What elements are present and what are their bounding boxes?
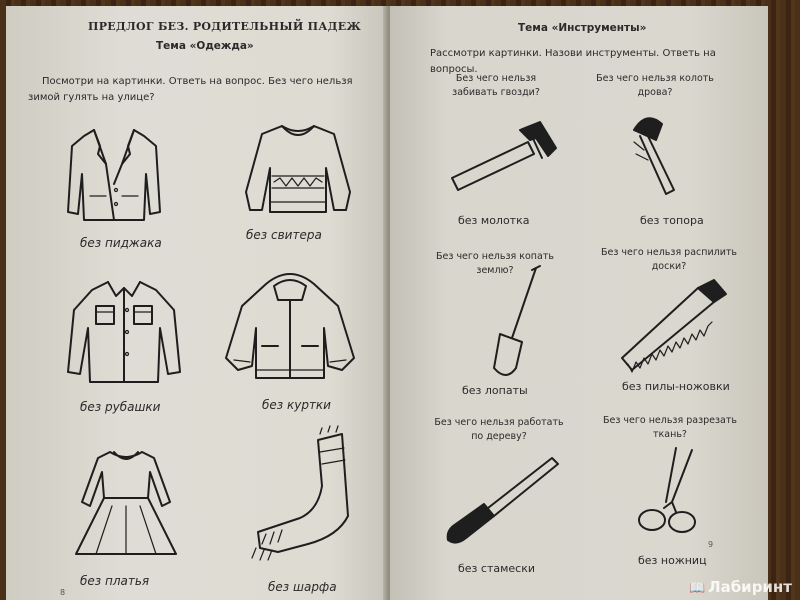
hammer-icon xyxy=(444,118,564,198)
left-page xyxy=(6,6,388,600)
shirt-icon xyxy=(64,276,184,388)
instruction-clothes: Посмотри на картинки. Ответь на вопрос. Без чего нельзя зимой гулять на улице? xyxy=(28,76,353,103)
caption-scarf: без шарфа xyxy=(268,580,337,594)
question-hammer: Без чего нельзя забивать гвозди? xyxy=(452,73,540,98)
caption-axe: без топора xyxy=(640,214,704,227)
watermark-text: Лабиринт xyxy=(708,578,792,596)
labirint-logo-icon: 📖 xyxy=(688,581,706,596)
saw-icon xyxy=(618,278,728,378)
caption-parka: без куртки xyxy=(262,398,331,412)
watermark xyxy=(689,578,792,596)
theme-clothes: Тема «Одежда» xyxy=(156,40,254,52)
chisel-icon xyxy=(444,452,564,552)
scarf-icon xyxy=(238,426,358,566)
caption-jacket: без пиджака xyxy=(80,236,162,250)
question-saw: Без чего нельзя распилить доски? xyxy=(600,247,738,272)
caption-sweater: без свитера xyxy=(246,228,322,242)
scissors-icon xyxy=(630,444,710,544)
question-shovel: Без чего нельзя копать землю? xyxy=(436,251,554,276)
jacket-icon xyxy=(64,124,164,224)
page-title: ПРЕДЛОГ БЕЗ. РОДИТЕЛЬНЫЙ ПАДЕЖ xyxy=(88,20,362,33)
question-axe: Без чего нельзя колоть дрова? xyxy=(596,73,714,98)
theme-tools: Тема «Инструменты» xyxy=(518,22,647,34)
caption-shovel: без лопаты xyxy=(462,384,528,397)
instruction-tools: Рассмотри картинки. Назови инструменты. Ответь на вопросы. xyxy=(430,48,716,75)
caption-chisel: без стамески xyxy=(458,562,535,575)
question-chisel: Без чего нельзя работать по дереву? xyxy=(434,417,564,442)
axe-icon xyxy=(614,110,694,200)
dress-icon xyxy=(66,442,186,562)
parka-icon xyxy=(220,266,360,386)
right-page xyxy=(390,6,768,600)
question-scissors: Без чего нельзя разрезать ткань? xyxy=(602,415,737,440)
caption-hammer: без молотка xyxy=(458,214,530,227)
caption-shirt: без рубашки xyxy=(80,400,161,414)
page-number-left: 8 xyxy=(60,588,66,597)
caption-scissors: без ножниц xyxy=(638,554,707,567)
sweater-icon xyxy=(238,118,358,218)
shovel-icon xyxy=(476,264,546,384)
caption-saw: без пилы-ножовки xyxy=(622,380,730,393)
caption-dress: без платья xyxy=(80,574,150,588)
page-number-right: 9 xyxy=(708,540,714,549)
